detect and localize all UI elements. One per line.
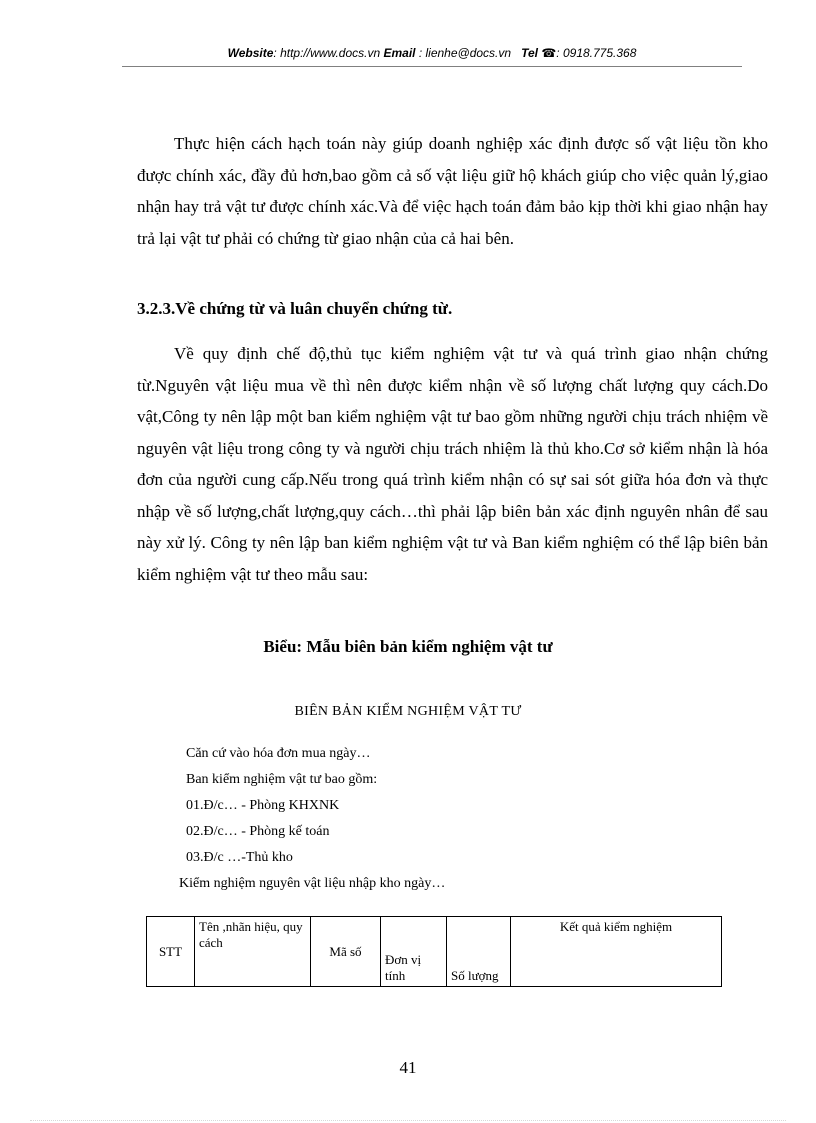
form-line-member-3: 03.Đ/c …-Thủ kho: [186, 850, 293, 865]
header-divider: [122, 66, 742, 67]
form-line-member-1: 01.Đ/c… - Phòng KHXNK: [186, 798, 340, 813]
page-number: 41: [399, 1058, 417, 1077]
form-title: BIÊN BẢN KIỂM NGHIỆM VẬT TƯ: [294, 704, 522, 719]
header-code: Mã số: [311, 917, 381, 987]
form-line-committee: Ban kiểm nghiệm vật tư bao gồm:: [186, 772, 378, 787]
form-line-inspection-date: Kiểm nghiệm nguyên vật liệu nhập kho ngày…: [179, 876, 446, 891]
header-quantity: Số lượng: [447, 917, 511, 987]
table-header-row: [147, 917, 722, 987]
header-result: Kết quả kiểm nghiệm: [511, 917, 722, 987]
page-header: [122, 46, 742, 60]
email-label: Email: [383, 46, 416, 60]
inspection-table: [146, 916, 722, 987]
paragraph-accounting: [137, 128, 768, 254]
form-line-invoice: Căn cứ vào hóa đơn mua ngày…: [186, 746, 371, 761]
form-caption: Biểu: Mẫu biên bản kiểm nghiệm vật tư: [263, 637, 553, 656]
form-line-member-2: 02.Đ/c… - Phòng kế toán: [186, 824, 330, 839]
website-label: Website: [227, 46, 274, 60]
section-heading: 3.2.3.Về chứng từ và luân chuyển chứng từ.: [137, 299, 453, 318]
header-stt: STT: [147, 917, 195, 987]
website-value: : http://www.docs.vn: [273, 46, 381, 60]
phone-icon: ☎: [541, 46, 557, 60]
tel-label: Tel: [521, 46, 538, 60]
header-name: Tên ,nhãn hiệu, quy cách: [195, 917, 311, 987]
paragraph-documents-text: Về quy định chế độ,thủ tục kiểm nghiệm vật tư và quá trình giao nhận chứng từ.Nguyên vật liệu mua về thì nên được kiểm nhận về số lượng chất lượng quy cách.Do vật,Công ty nên lập một ban kiểm nghiệm vật tư bao gồm những người chịu trách nhiệm về nguyên vật liệu trong công ty và người chịu trách nhiệm là thủ kho.Cơ sở kiểm nhận là hóa đơn của người cung cấp.Nếu trong quá trình kiểm nhận có sự sai sót giữa hóa đơn và thực nhập về số lượng,chất lượng,quy cách…thì phải lập biên bản xác định nguyên nhân để sau này xử lý. Công ty nên lập ban kiểm nghiệm vật tư và Ban kiểm nghiệm có thể lập biên bản kiểm nghiệm vật tư theo mẫu sau:: [137, 344, 768, 584]
paragraph-accounting-text: Thực hiện cách hạch toán này giúp doanh nghiệp xác định được số vật liệu tồn kho được chính xác, đầy đủ hơn,bao gồm cả số vật liệu giữ hộ khách giúp cho việc quản lý,giao nhận hay trả vật tư được chính xác.Và để việc hạch toán đảm bảo kịp thời khi giao nhận hay trả lại vật tư phải có chứng từ giao nhận của cả hai bên.: [137, 134, 768, 248]
tel-value: : 0918.775.368: [556, 46, 637, 60]
page-bottom-divider: [30, 1120, 786, 1121]
header-unit: Đơn vị tính: [381, 917, 447, 987]
paragraph-documents: [137, 338, 768, 590]
email-value: : lienhe@docs.vn: [415, 46, 512, 60]
